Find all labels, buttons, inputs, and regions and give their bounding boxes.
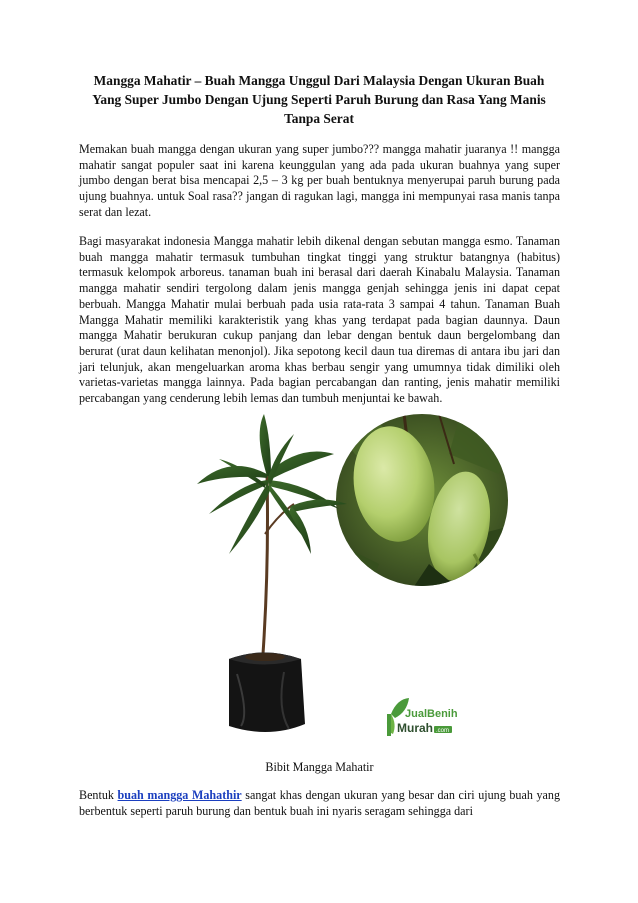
logo-suffix: .com (436, 728, 450, 734)
paragraph-description: Bagi masyarakat indonesia Mangga mahatir lebih dikenal dengan sebutan mangga esmo. Tanaman buah mangga mahatir termasuk tumbuhan tingkat tinggi yang struktur batangnya (habitus) termasuk kelompok arboreus. tanaman buah ini berasal dari daerah Kinabalu Malaysia. Tanaman mangga mahatir sendiri tergolong dalam jenis mangga genjah sehingga jenis ini dapat cepat berbuah. Mangga Mahatir mulai berbuah pada usia rata-rata 3 sampai 4 tahun. Tanaman Buah Mangga Mahatir memiliki karakteristik yang khas yang terdapat pada bagian daunnya. Daun mangga Mahatir berukuran cukup panjang dan lebar dengan bentuk daun bergelombang dan berurat (urat daun kelihatan menonjol). Jika sepotong kecil daun tua diremas di antara ibu jari dan jari telunjuk, akan mengeluarkan aroma khas berbau sengir yang umumnya tidak dimiliki oleh varietas-varietas mangga lainnya. Pada bagian percabangan dan ranting, jenis mahatir memiliki percabangan yang cenderung lebih lemas dan tumbuh menjuntai ke bawah. (79, 234, 560, 406)
article-title: Mangga Mahatir – Buah Mangga Unggul Dari Malaysia Dengan Ukuran Buah Yang Super Jumbo Dengan Ujung Seperti Paruh Burung dan Rasa Yang Manis Tanpa Serat (92, 73, 546, 126)
mango-fruit-photo (329, 414, 519, 594)
paragraph-intro: Memakan buah mangga dengan ukuran yang super jumbo??? mangga mahatir juaranya !! mangga mahatir sangat populer saat ini karena keunggulan yang ada pada ukuran buahnya yang super jumbo dengan berat bisa mencapai 2,5 – 3 kg per buah bentuknya menyerupai paruh burung pada ujung buahnya. untuk Soal rasa?? jangan di ragukan lagi, mangga ini mempunyai rasa manis tanpa serat dan lezat. (79, 142, 560, 219)
mango-seedling-image (79, 414, 560, 754)
jualbenihmurah-logo (387, 698, 458, 736)
logo-line2: Murah (397, 721, 433, 735)
seedling-plant (197, 414, 347, 732)
paragraph-shape-rest: sangat khas dengan ukuran yang besar dan ciri ujung buah yang berbentuk seperti paruh burung dan bentuk buah ini nyaris seragam sehingga dari (79, 788, 560, 818)
logo-line1: JualBenih (405, 708, 458, 720)
figure-mango-seedling (79, 414, 560, 754)
figure-caption: Bibit Mangga Mahatir (265, 760, 374, 774)
paragraph-shape (79, 788, 560, 819)
link-buah-mangga-mahathir[interactable]: buah mangga Mahathir (117, 788, 242, 802)
paragraph-shape-start: Bentuk (79, 788, 118, 802)
